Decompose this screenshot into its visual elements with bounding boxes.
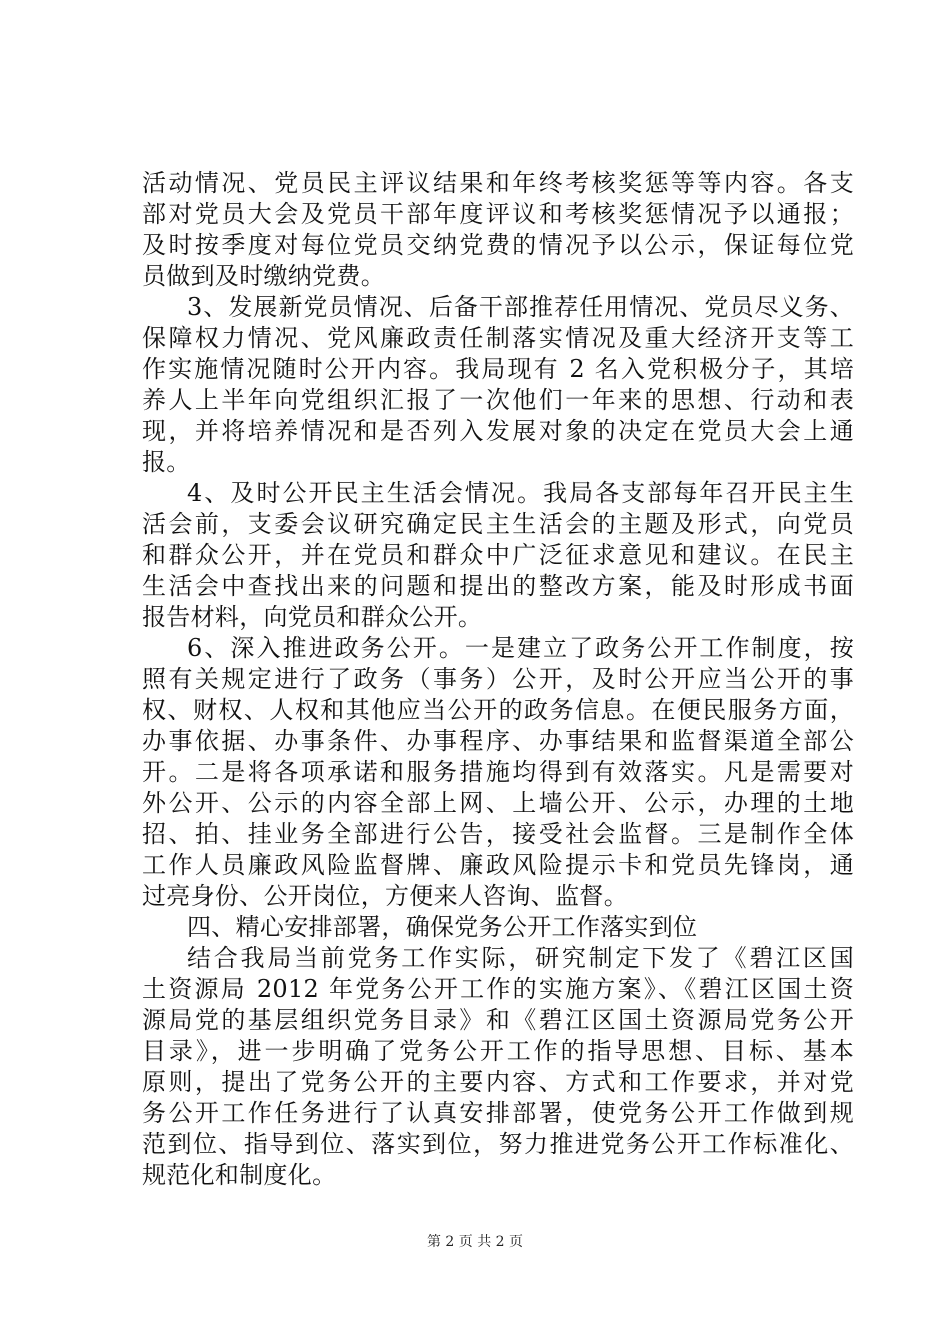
text-line: 目录》，进一步明确了党务公开工作的指导思想、目标、基本: [142, 1037, 854, 1065]
text-line: 活会前，支委会议研究确定民主生活会的主题及形式，向党员: [142, 510, 854, 538]
text-line: 作实施情况随时公开内容。我局现有 2 名入党积极分子，其培: [142, 355, 854, 383]
text-line: 部对党员大会及党员干部年度评议和考核奖惩情况予以通报；: [142, 200, 854, 228]
text-line: 工作人员廉政风险监督牌、廉政风险提示卡和党员先锋岗，通: [142, 851, 854, 879]
text-line: 生活会中查找出来的问题和提出的整改方案，能及时形成书面: [142, 572, 854, 600]
text-line: 3、发展新党员情况、后备干部推荐任用情况、党员尽义务、: [187, 293, 854, 321]
text-line: 报。: [142, 448, 191, 476]
text-line: 现，并将培养情况和是否列入发展对象的决定在党员大会上通: [142, 417, 854, 445]
text-line: 报告材料，向党员和群众公开。: [142, 603, 483, 631]
text-line: 范到位、指导到位、落实到位，努力推进党务公开工作标准化、: [142, 1130, 854, 1158]
page-number-footer: 第 2 页 共 2 页: [426, 1234, 524, 1250]
text-line: 4、及时公开民主生活会情况。我局各支部每年召开民主生: [187, 479, 854, 507]
section-heading: 四、精心安排部署，确保党务公开工作落实到位: [187, 913, 698, 941]
text-line: 土资源局 2012 年党务公开工作的实施方案》、《碧江区国土资: [142, 975, 854, 1003]
text-line: 养人上半年向党组织汇报了一次他们一年来的思想、行动和表: [142, 386, 854, 414]
text-line: 结合我局当前党务工作实际，研究制定下发了《碧江区国: [187, 944, 854, 972]
text-line: 及时按季度对每位党员交纳党费的情况予以公示，保证每位党: [142, 231, 854, 259]
text-line: 保障权力情况、党风廉政责任制落实情况及重大经济开支等工: [142, 324, 854, 352]
text-line: 原则，提出了党务公开的主要内容、方式和工作要求，并对党: [142, 1068, 854, 1096]
text-line: 开。二是将各项承诺和服务措施均得到有效落实。凡是需要对: [142, 758, 854, 786]
text-line: 源局党的基层组织党务目录》和《碧江区国土资源局党务公开: [142, 1006, 854, 1034]
text-line: 招、拍、挂业务全部进行公告，接受社会监督。三是制作全体: [142, 820, 854, 848]
text-line: 外公开、公示的内容全部上网、上墙公开、公示，办理的土地: [142, 789, 854, 817]
text-line: 照有关规定进行了政务（事务）公开，及时公开应当公开的事: [142, 665, 854, 693]
text-line: 过亮身份、公开岗位，方便来人咨询、监督。: [142, 882, 628, 910]
text-line: 办事依据、办事条件、办事程序、办事结果和监督渠道全部公: [142, 727, 854, 755]
document-body: [142, 168, 854, 1191]
text-line: 规范化和制度化。: [142, 1161, 337, 1189]
text-line: 权、财权、人权和其他应当公开的政务信息。在便民服务方面，: [142, 696, 854, 724]
text-line: 和群众公开，并在党员和群众中广泛征求意见和建议。在民主: [142, 541, 854, 569]
text-line: 活动情况、党员民主评议结果和年终考核奖惩等等内容。各支: [142, 169, 854, 197]
text-line: 务公开工作任务进行了认真安排部署，使党务公开工作做到规: [142, 1099, 854, 1127]
text-line: 6、深入推进政务公开。一是建立了政务公开工作制度，按: [187, 634, 854, 662]
text-line: 员做到及时缴纳党费。: [142, 262, 385, 290]
